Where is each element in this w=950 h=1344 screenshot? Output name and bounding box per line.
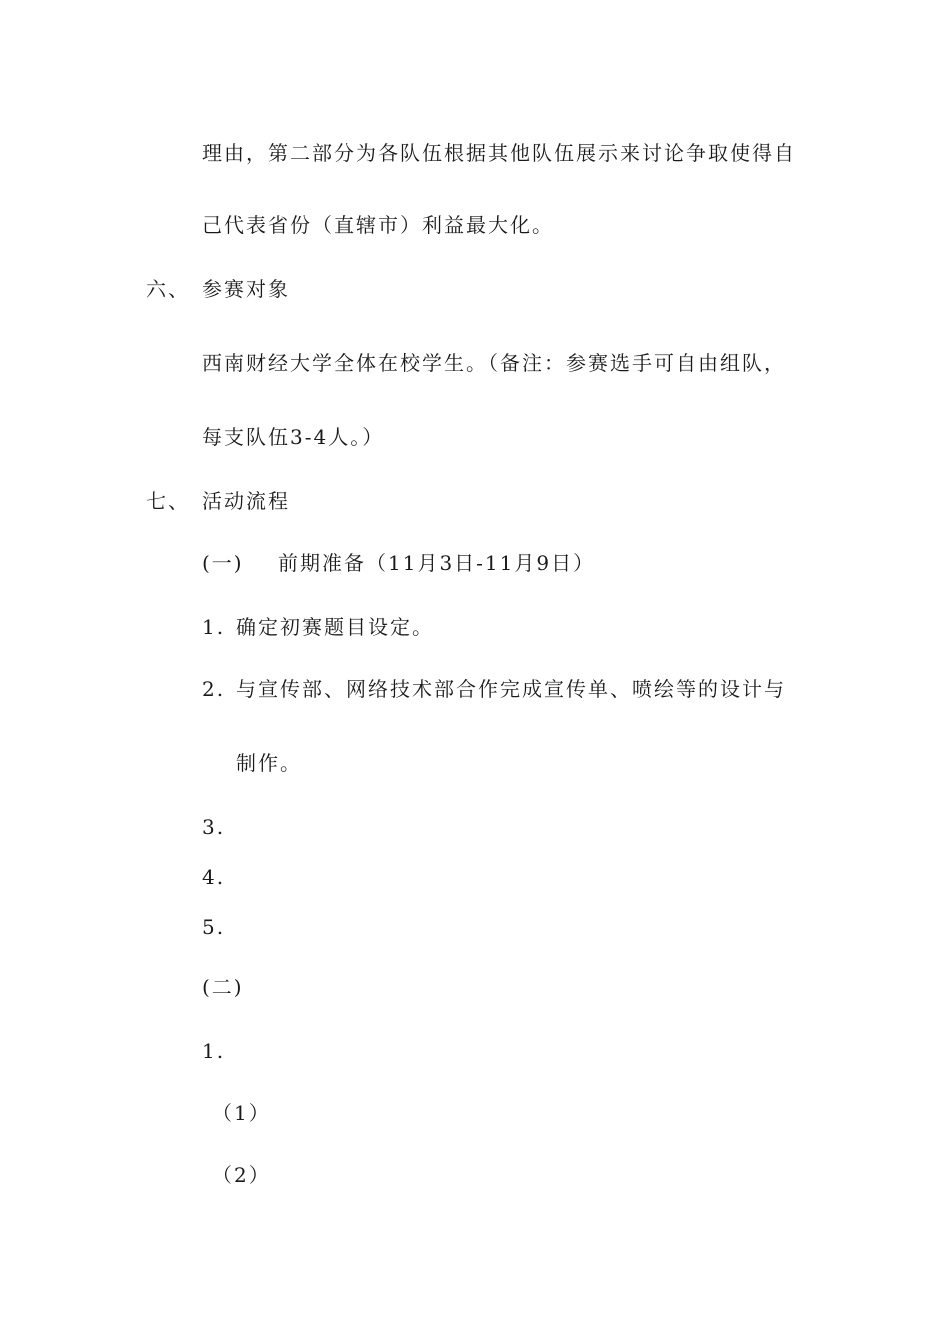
section-6-title: 参赛对象 xyxy=(202,277,290,301)
section-6-body-line-2: 每支队伍3-4人。） xyxy=(202,425,385,449)
phase-1-item-2-text-continued: 制作。 xyxy=(236,751,302,775)
phase-1-item-1-text: 确定初赛题目设定。 xyxy=(236,615,434,639)
phase-1-item-2-number: 2. xyxy=(202,677,226,701)
paragraph-continued-line-1: 理由，第二部分为各队伍根据其他队伍展示来讨论争取使得自 xyxy=(202,141,796,165)
phase-1-title: 前期准备（11月3日-11月9日） xyxy=(278,551,596,575)
section-7-number: 七、 xyxy=(146,489,190,513)
phase-2-subitem-2-number: （2） xyxy=(212,1163,271,1187)
phase-1-item-2-text: 与宣传部、网络技术部合作完成宣传单、喷绘等的设计与 xyxy=(236,677,786,701)
section-7-title: 活动流程 xyxy=(202,489,290,513)
phase-1-item-1-number: 1. xyxy=(202,615,226,639)
section-6-body-line-1: 西南财经大学全体在校学生。（备注：参赛选手可自由组队， xyxy=(202,351,786,375)
phase-1-number: (一) xyxy=(202,551,244,575)
phase-2-subitem-1-number: （1） xyxy=(212,1101,271,1125)
section-6-number: 六、 xyxy=(146,277,190,301)
paragraph-continued-line-2: 己代表省份（直辖市）利益最大化。 xyxy=(202,213,554,237)
phase-1-item-3-number: 3. xyxy=(202,815,226,839)
phase-2-item-1-number: 1. xyxy=(202,1039,226,1063)
phase-1-item-4-number: 4. xyxy=(202,865,226,889)
phase-1-item-5-number: 5. xyxy=(202,915,226,939)
phase-2-number: (二) xyxy=(202,975,244,999)
